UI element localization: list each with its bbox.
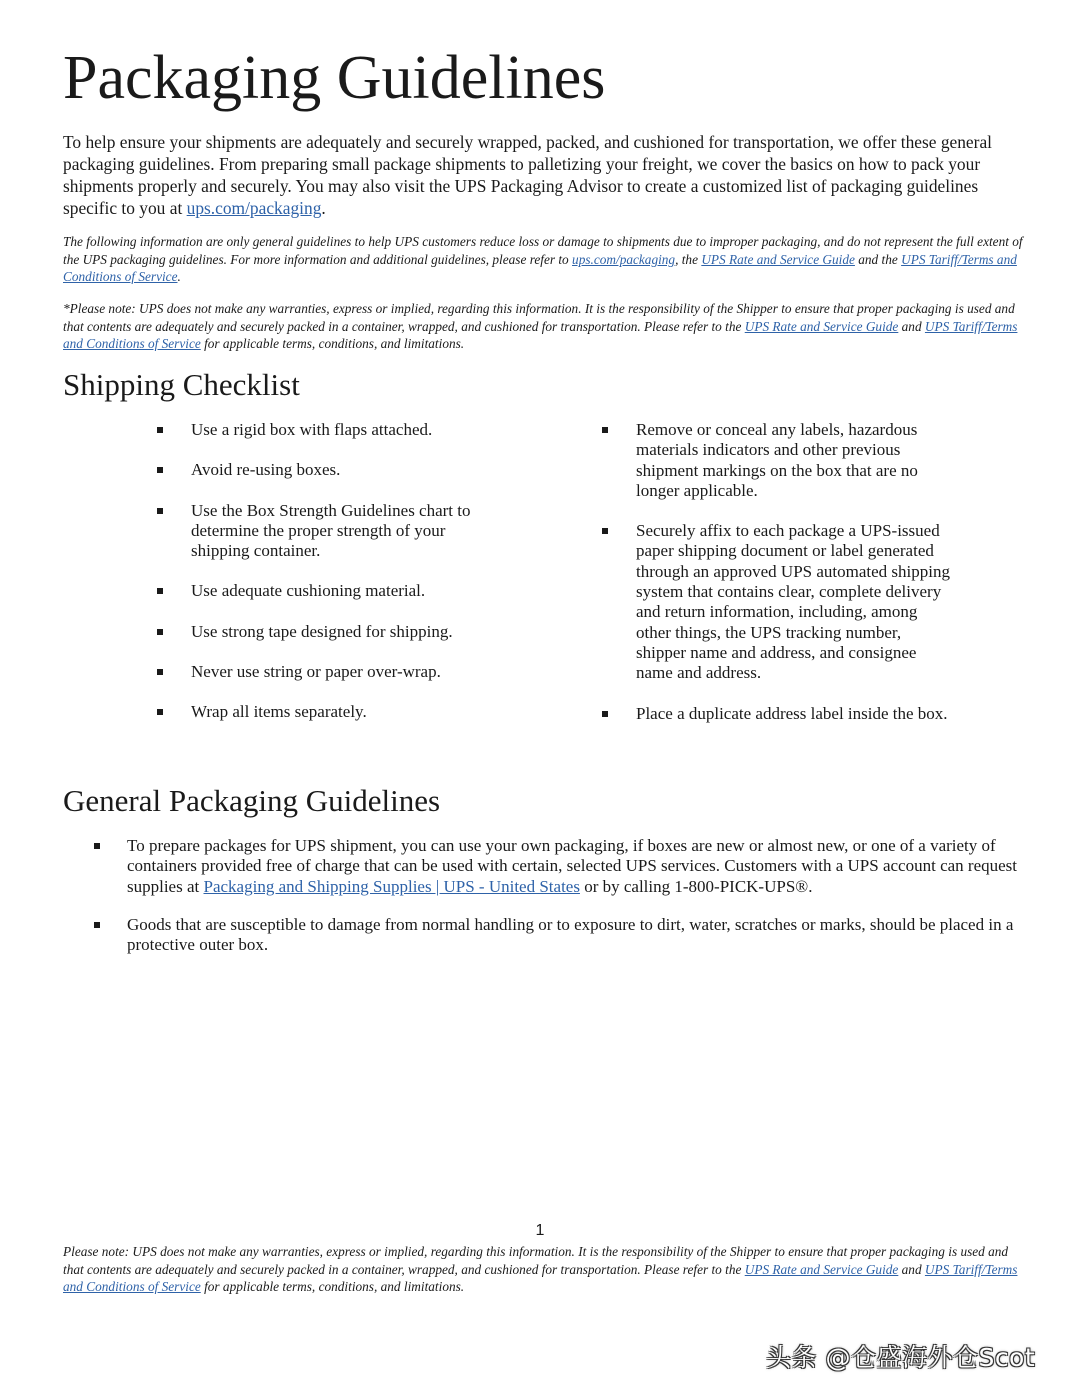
checklist-item-text: Never use string or paper over-wrap. [191,662,441,682]
checklist-item [157,622,497,642]
warranty-text: for applicable terms, conditions, and limitations. [200,336,465,351]
guideline-text: or by calling 1-800-PICK-UPS®. [579,876,813,896]
guidelines-disclaimer [63,233,1023,286]
square-bullet-icon [157,588,163,594]
guideline-text: Goods that are susceptible to damage from normal handling or to exposure to dirt, water, scratches or marks, should be placed in a protective outer box. [127,914,1014,955]
rate-service-guide-link[interactable]: UPS Rate and Service Guide [744,318,899,334]
shipping-checklist-heading: Shipping Checklist [63,367,300,402]
tariff-terms-link[interactable]: UPS Tariff/Terms and Conditions of Service [63,318,1018,351]
square-bullet-icon [94,843,100,849]
checklist-item-text: Securely affix to each package a UPS-issued paper shipping document or label generated through an approved UPS automated shipping system that contains clear, complete delivery and return information, including, among other things, the UPS tracking number, shipper name and address, and consignee name and address. [636,521,950,683]
checklist-item-text: Remove or conceal any labels, hazardous materials indicators and other previous shipment markings on the box that are no longer applicable. [636,420,918,500]
warranty-text: and [898,318,925,334]
checklist-item-text: Use a rigid box with flaps attached. [191,420,433,439]
square-bullet-icon [157,669,163,675]
checklist-item-text: Use strong tape designed for shipping. [191,621,453,641]
tariff-terms-link[interactable]: UPS Tariff/Terms and Conditions of Service [63,1261,1018,1294]
guideline-item [94,836,1024,897]
checklist-item [157,662,497,682]
square-bullet-icon [602,427,608,433]
square-bullet-icon [94,922,100,928]
tariff-terms-link[interactable]: UPS Tariff/Terms and Conditions of Service [63,251,1017,284]
checklist-item-text: Use the Box Strength Guidelines chart to determine the proper strength of your shipping container. [191,500,471,561]
intro-text: To help ensure your shipments are adequately and securely wrapped, packed, and cushioned for transportation, we offer these general packaging guidelines. From preparing small package shipments to palletizing your freight, we cover the basics on how to pack your shipments properly and securely. You may also visit the UPS Packaging Advisor to create a customized list of packaging guidelines specific to you at [63,132,992,218]
disclaimer-text: , the [675,251,702,267]
footer-text: Please note: UPS does not make any warranties, express or implied, regarding this information. It is the responsibility of the Shipper to ensure that proper packaging is used and that contents are adequately and securely packed in a container, wrapped, and cushioned for transportation. Please refer to the [63,1244,1009,1277]
square-bullet-icon [157,467,163,473]
checklist-item [157,581,497,601]
supplies-link[interactable]: Packaging and Shipping Supplies | UPS - United States [203,876,580,896]
general-guidelines-list [94,836,1024,973]
square-bullet-icon [157,629,163,635]
footer-text: for applicable terms, conditions, and limitations. [200,1279,465,1294]
ups-packaging-link[interactable]: ups.com/packaging [186,198,322,218]
square-bullet-icon [157,508,163,514]
square-bullet-icon [157,427,163,433]
disclaimer-text: . [177,269,181,284]
rate-service-guide-link[interactable]: UPS Rate and Service Guide [701,251,855,267]
checklist-item [602,521,952,683]
checklist-item-text: Place a duplicate address label inside the box. [636,703,948,723]
rate-service-guide-link[interactable]: UPS Rate and Service Guide [744,1261,899,1277]
checklist-item-text: Avoid re-using boxes. [191,460,341,480]
footer-text: and [898,1261,925,1277]
warranty-note [63,300,1023,353]
square-bullet-icon [602,711,608,717]
general-guidelines-heading: General Packaging Guidelines [63,783,441,818]
guideline-item [94,915,1024,956]
checklist-item [157,420,497,440]
footer-note [63,1243,1023,1296]
intro-end: . [321,198,326,218]
warranty-text: *Please note: UPS does not make any warranties, express or implied, regarding this information. It is the responsibility of the Shipper to ensure that proper packaging is used and that contents are adequately and securely packed in a container, wrapped, and cushioned for transportation. Please refer to the [63,301,1015,334]
checklist-item [157,702,497,722]
checklist-item-text: Wrap all items separately. [191,702,367,722]
guideline-text: To prepare packages for UPS shipment, you can use your own packaging, if boxes are new or almost new, or one of a variety of containers provided free of charge that can be used with certain, selected UPS services. Customers with a UPS account can request supplies at [127,836,1018,896]
watermark: 头条 @仓盛海外仓Scot [766,1343,1036,1372]
square-bullet-icon [157,709,163,715]
disclaimer-text: The following information are only general guidelines to help UPS customers reduce loss or damage to shipments due to improper packaging, and do not represent the full extent of the UPS packaging guidelines. For more information and additional guidelines, please refer to [63,234,1023,267]
intro-paragraph [63,131,1023,219]
page-number: 1 [535,1222,545,1239]
checklist-left-column [157,420,497,743]
checklist-item [157,501,497,562]
ups-packaging-link[interactable]: ups.com/packaging [572,251,676,267]
checklist-right-column [602,420,952,744]
disclaimer-text: and the [854,251,902,267]
checklist-item [602,420,952,501]
checklist-item [602,704,952,724]
checklist-item-text: Use adequate cushioning material. [191,581,426,601]
checklist-item [157,460,497,480]
page-title: Packaging Guidelines [63,44,606,112]
square-bullet-icon [602,528,608,534]
